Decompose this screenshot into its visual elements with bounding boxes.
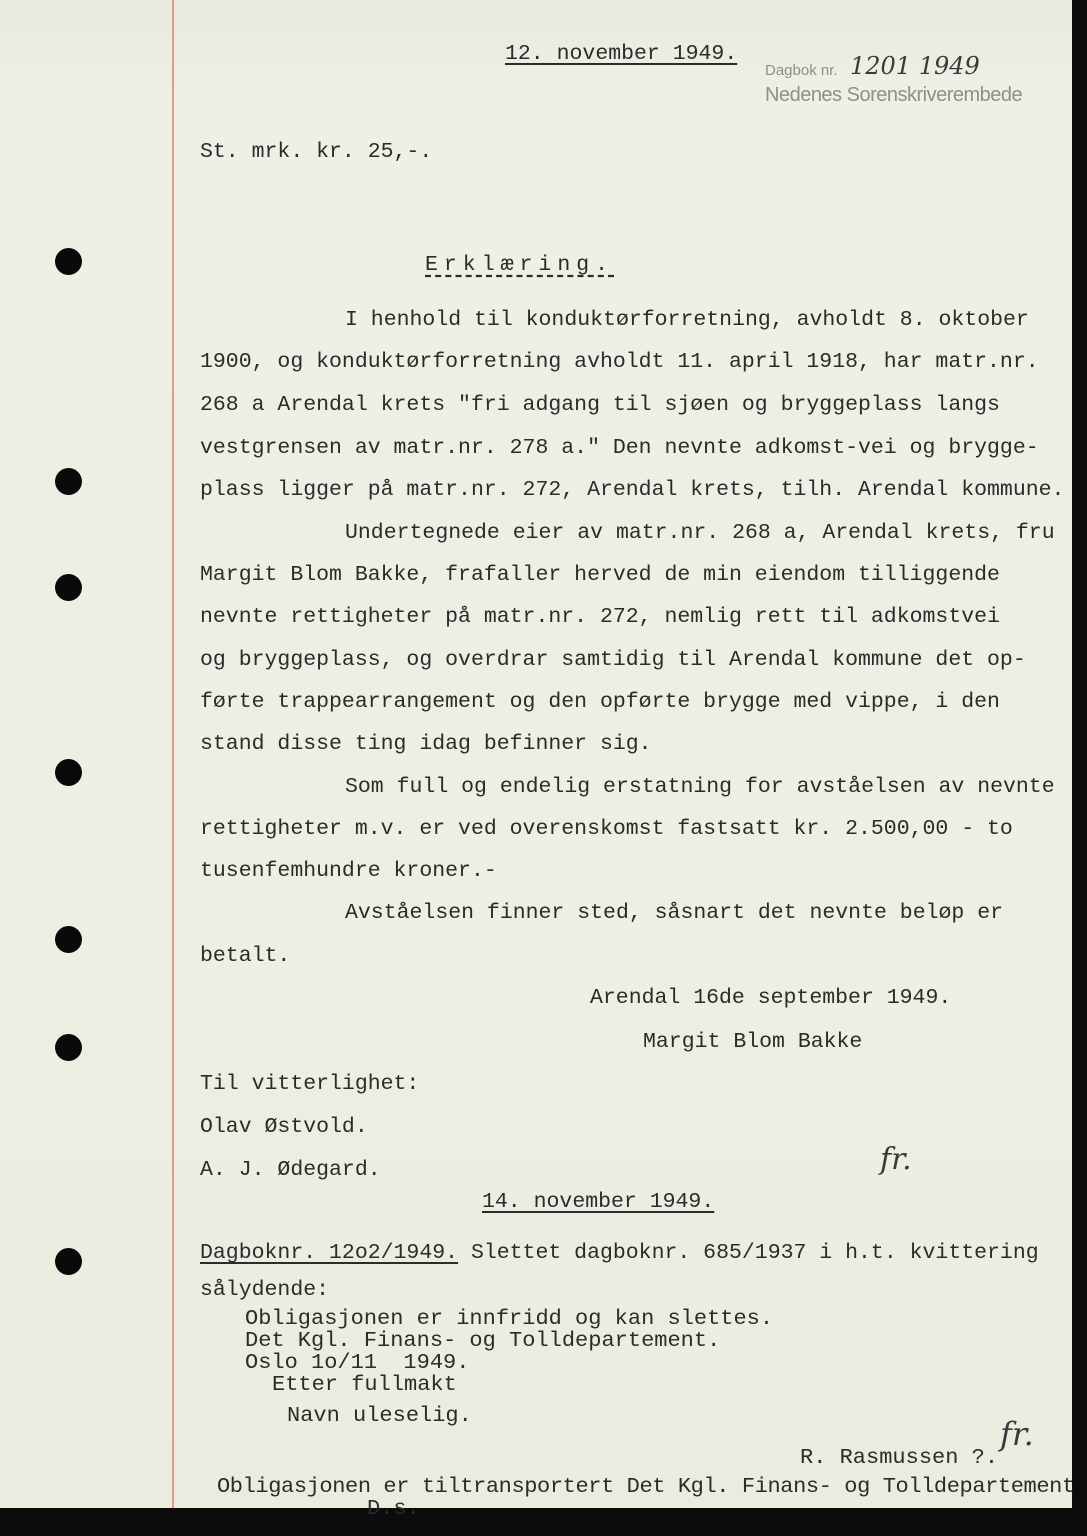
entry2-intro: sålydende: <box>200 1278 330 1302</box>
witness-name: Olav Østvold. <box>200 1115 368 1139</box>
punch-hole <box>55 1034 82 1061</box>
body-line: Som full og endelig erstatning for avståelsen av nevnte <box>345 775 1055 799</box>
transfer-signature: D.s. <box>367 1497 420 1521</box>
body-line: førte trappearrangement og den opførte brygge med vippe, i den <box>200 690 1000 714</box>
entry2-ref-text: Slettet dagboknr. 685/1937 i h.t. kvittering <box>458 1241 1039 1265</box>
punch-hole <box>55 248 82 275</box>
punch-hole <box>55 468 82 495</box>
punch-hole <box>55 926 82 953</box>
quote-line: Obligasjonen er innfridd og kan slettes. <box>245 1307 774 1331</box>
witness-label: Til vitterlighet: <box>200 1072 420 1096</box>
entry2-date: 14. november 1949. <box>482 1190 715 1214</box>
transfer-note: Obligasjonen er tiltransportert Det Kgl. Finans- og Tolldepartement <box>217 1475 1075 1499</box>
body-line: Avståelsen finner sted, såsnart det nevnte beløp er <box>345 901 1004 925</box>
stamp-fee: St. mrk. kr. 25,-. <box>200 140 433 164</box>
handwritten-initials: fr. <box>1000 1415 1034 1453</box>
body-line: 268 a Arendal krets "fri adgang til sjøen og bryggeplass langs <box>200 393 1000 417</box>
body-line: stand disse ting idag befinner sig. <box>200 732 652 756</box>
entry2-ref-line <box>200 1241 1039 1265</box>
signature: R. Rasmussen ?. <box>800 1446 999 1470</box>
document-title: Erklæring. <box>425 253 615 277</box>
punch-hole <box>55 759 82 786</box>
body-line: betalt. <box>200 944 291 968</box>
handwritten-initials: fr. <box>880 1142 912 1177</box>
body-line: Undertegnede eier av matr.nr. 268 a, Arendal krets, fru <box>345 521 1055 545</box>
stamp-office: Nedenes Sorenskriverembede <box>765 84 1023 106</box>
quote-line: Oslo 1o/11 1949. <box>245 1351 470 1375</box>
quote-line: Det Kgl. Finans- og Tolldepartement. <box>245 1329 721 1353</box>
entry-date: 12. november 1949. <box>505 42 738 66</box>
punch-hole <box>55 574 82 601</box>
quote-authority: Etter fullmakt <box>272 1373 457 1397</box>
signer-name: Margit Blom Bakke <box>643 1030 863 1054</box>
witness-name: A. J. Ødegard. <box>200 1158 381 1182</box>
body-line: Margit Blom Bakke, frafaller herved de min eiendom tilliggende <box>200 563 1000 587</box>
body-line: nevnte rettigheter på matr.nr. 272, nemlig rett til adkomstvei <box>200 605 1000 629</box>
body-line: I henhold til konduktørforretning, avholdt 8. oktober <box>345 308 1029 332</box>
stamp-label: Dagbok nr. <box>765 62 838 79</box>
place-date: Arendal 16de september 1949. <box>590 986 952 1010</box>
entry2-ref: Dagboknr. 12o2/1949. <box>200 1241 459 1265</box>
body-line: vestgrensen av matr.nr. 278 a." Den nevnte adkomst-vei og brygge- <box>200 436 1039 460</box>
body-line: tusenfemhundre kroner.- <box>200 859 497 883</box>
body-line: 1900, og konduktørforretning avholdt 11. april 1918, har matr.nr. <box>200 350 1039 374</box>
body-line: og bryggeplass, og overdrar samtidig til Arendal kommune det op- <box>200 648 1026 672</box>
punch-hole <box>55 1248 82 1275</box>
body-line: rettigheter m.v. er ved overenskomst fastsatt kr. 2.500,00 - to <box>200 817 1013 841</box>
body-line: plass ligger på matr.nr. 272, Arendal krets, tilh. Arendal kommune. <box>200 478 1065 502</box>
stamp-number: 1201 1949 <box>850 52 980 80</box>
margin-line <box>172 0 174 1508</box>
quote-name-note: Navn uleselig. <box>287 1404 472 1428</box>
